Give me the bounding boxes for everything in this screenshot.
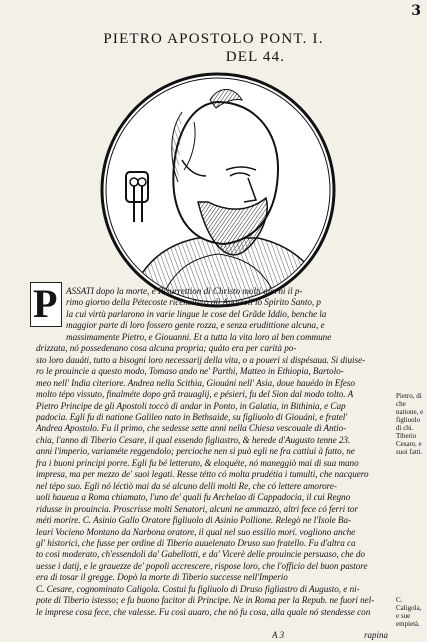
- body-line: drizzata, nó possedenano cosa alcuna propria; quáto era per carità po-: [36, 343, 297, 354]
- body-line: ASSATI dopo la morte, e Risurrettion di Christo molti giorni il p-: [66, 286, 303, 296]
- body-text: [36, 286, 392, 618]
- body-line: padocia. Egli fu di natione Galileo nato in Bethsaide, su figliuolo di Giouáni, e fratel': [36, 411, 348, 422]
- body-line: maggior parte di loro fossero gente rozza, e senza erudittione alcuna, e: [66, 320, 325, 331]
- drop-cap-letter: P: [33, 281, 58, 326]
- body-line: méti morire. C. Asinio Gallo Oratore figliuolo di Asinio Pollione. Relegò ne l'Isole Ba-: [36, 515, 352, 526]
- portrait-medallion: [98, 72, 338, 308]
- body-line: to così moderato, ch'essendoli da' Gabellotti, e da' Vicerè delle prouincie persuaso, che do: [36, 549, 365, 560]
- catchword: rapina: [364, 630, 389, 640]
- margin-note-caligola: C. Caligola, e sue empietà.: [396, 596, 422, 628]
- body-line: ro le prouincie a questo modo, Tomaso ando ne' Parthi, Matteo in Ethiopia, Bartolo-: [36, 366, 344, 377]
- body-line: uesse i datij, e le grauezze de' popoli accrescere, rispose loro, che l'officio del buon pastore: [36, 560, 368, 571]
- body-line: gl' historici, che fusse per ordine di Tiberio auuelenato Druso suo fratello. Fu d'altra ca: [36, 537, 356, 548]
- body-line: massimamente Pietro, e Giouanni. Et a tutta la vita loro al ben commune: [66, 331, 332, 342]
- body-line: ridusse in prouincia. Proscrisse molti Senatori, alcuni ne ammazzò, altri fece có ferri tor: [36, 503, 358, 514]
- body-line: era di tosar il gregge. Dopò la morte di Tiberio successe nell'Imperio: [36, 572, 288, 583]
- body-line: Andrea Apostolo. Fu il primo, che sedesse sette anni nella Chiesa vescouale di Antio-: [36, 423, 347, 434]
- body-line: uoli haueua a Roma chiamato, l'uno de' quali fu Archelao di Cappadocia, il cui Regno: [36, 492, 351, 503]
- saint-peter-portrait-image: [98, 72, 338, 308]
- body-line: chia, l'anno di Tiberio Cesare, il qual essendo figliastro, & herede d'Augusto tenne 23.: [36, 434, 351, 445]
- body-line: fra i buoni principi porre. Egli fu bé letterato, & eloquéte, nó maneggiò mai di sua mano: [36, 457, 359, 468]
- body-line: nel tépo suo. Egli nó léctiò mai da sé alcuno delli molti Re, che có lettere amorore-: [36, 480, 337, 491]
- body-line: impresa, ma per mezzo de' suoi legati. Resse tétto có molta prudétia i tumulti, che nacquero: [36, 469, 369, 480]
- body-line: Pietro Principe de gli Apostoli toccò di andar in Ponto, in Galatia, in Bithinia, e Cap: [36, 400, 346, 411]
- body-line: C. Cesare, cognominato Caligola. Costui fu figliuolo di Druso figliastro di Augusto, e ni-: [36, 583, 360, 594]
- body-line: meo nell' India citeriore. Andrea nella Scithia, Giouáni nell' Asia, doue hauédo in Efeso: [36, 377, 355, 388]
- body-line: pote di Tiberio istesso; e fu buono facitor di Principe. Ne in Roma per la Repub. ne fuori nel-: [36, 595, 375, 606]
- body-line: anni l'imperio, variaméte reggendolo; percioche nen si può egli ne fra cattiui à fatto, ne: [36, 446, 355, 457]
- body-line: rimo giorno della Pétecoste ricenettero gli Apostoli lo Spirito Santo, p: [66, 297, 321, 308]
- signature-mark: A 3: [272, 630, 285, 640]
- margin-note-pietro: Pietro, di che natione, e figliuolo di chi. Tiberio Cesare, e suoi fatti.: [396, 392, 424, 456]
- page-title: PIETRO APOSTOLO PONT. I.: [103, 31, 324, 47]
- page-subtitle: DEL 44.: [225, 49, 286, 65]
- body-line: leari Vocieno Montano da Narbona oratore, il qual nel suo essilio morí. vogliono anche: [36, 526, 356, 537]
- page-number: 3: [411, 3, 421, 19]
- body-line: le imprese cosa fece, che valesse. Fu così auaro, che nó fu cosa, alla quale nó stendesse con: [36, 606, 371, 617]
- body-line: molto tépo vissuto, finalméte dopo grã trauaglij, e pésieri, fu del Sion dal modo tolto. A: [36, 389, 354, 400]
- body-line: la cui virtù parlarono in varie lingue le cose del Grãde Iddio, benche la: [66, 308, 327, 319]
- body-line: sto loro dauáti, tutto a bisogni loro necessarij della vita, o a poueri si dispésaua. Si diuise-: [36, 354, 366, 365]
